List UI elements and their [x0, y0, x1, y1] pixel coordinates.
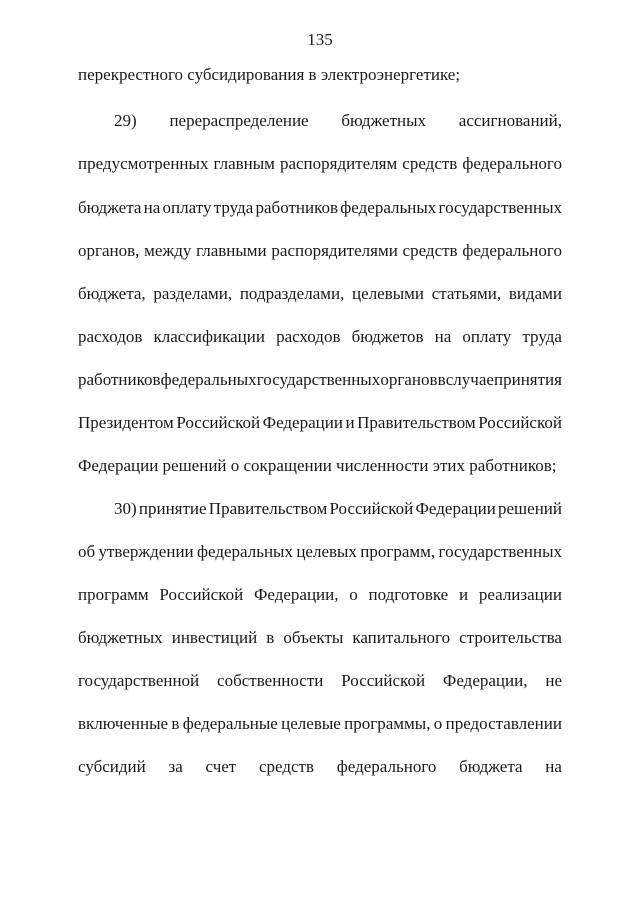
- text-line: [114, 498, 562, 520]
- word: предоставлении: [445, 714, 562, 733]
- word: не: [545, 671, 562, 690]
- word: главными: [196, 241, 267, 260]
- word: объекты: [283, 628, 344, 647]
- word: труда: [522, 327, 562, 346]
- word: об: [78, 542, 96, 561]
- word: Российской: [329, 499, 414, 518]
- word: средств: [402, 241, 458, 260]
- word: государственной: [78, 671, 200, 690]
- word: о: [433, 714, 443, 733]
- word: Российской: [176, 413, 261, 432]
- word: федеральных: [160, 370, 257, 389]
- word: субсидий: [78, 757, 146, 776]
- word: статьями,: [431, 284, 502, 303]
- word: случае: [445, 370, 494, 389]
- word: классификации: [153, 327, 265, 346]
- word: инвестиций: [171, 628, 258, 647]
- text-line: [78, 240, 562, 262]
- word: принятие: [138, 499, 207, 518]
- text-line: перекрестного субсидирования в электроэнергетике;: [78, 65, 461, 84]
- word: государственных: [256, 370, 381, 389]
- word: в: [171, 714, 180, 733]
- word: Федерации,: [253, 585, 339, 604]
- word: принятия: [494, 370, 562, 389]
- word: Федерации: [262, 413, 343, 432]
- word: включенные: [78, 714, 169, 733]
- word: Правительством: [357, 413, 476, 432]
- text-line: [78, 670, 562, 692]
- text-line: [78, 713, 562, 735]
- word: предусмотренных: [78, 154, 209, 173]
- text-line: [78, 412, 562, 434]
- word: и: [345, 413, 355, 432]
- word: бюджета: [78, 198, 142, 217]
- text-line: [78, 326, 562, 348]
- text-line: [78, 153, 562, 175]
- text-line: [78, 197, 562, 219]
- word: федеральных: [340, 198, 437, 217]
- word: главным: [213, 154, 275, 173]
- word: в: [266, 628, 275, 647]
- text-line: [78, 283, 562, 305]
- word: собственности: [217, 671, 324, 690]
- word: утверждении: [98, 542, 194, 561]
- word: федерального: [462, 241, 562, 260]
- word: за: [168, 757, 183, 776]
- word: Российской: [159, 585, 244, 604]
- word: бюджета: [459, 757, 523, 776]
- text-line: [78, 369, 562, 391]
- word: капитального: [352, 628, 451, 647]
- word: между: [144, 241, 192, 260]
- word: органов,: [78, 241, 140, 260]
- text-line: [78, 756, 562, 778]
- page-number: 135: [307, 30, 333, 49]
- word: программ,: [360, 542, 436, 561]
- word: на: [143, 198, 161, 217]
- word: на: [434, 327, 452, 346]
- text-line: [78, 627, 562, 649]
- word: программы,: [344, 714, 431, 733]
- word: ассигнований,: [458, 111, 562, 130]
- word: средств: [258, 757, 315, 776]
- word: средств: [402, 154, 458, 173]
- word: распорядителям: [279, 154, 398, 173]
- text-line: [78, 541, 562, 563]
- word: бюджета,: [78, 284, 146, 303]
- word: на: [545, 757, 562, 776]
- word: федеральных: [196, 542, 293, 561]
- word: подготовке: [368, 585, 449, 604]
- word: перераспределение: [169, 111, 309, 130]
- word: труда: [213, 198, 254, 217]
- word: бюджетов: [351, 327, 424, 346]
- word: 30): [114, 499, 137, 518]
- word: и: [459, 585, 469, 604]
- word: о: [349, 585, 358, 604]
- word: решений: [498, 499, 562, 518]
- word: реализации: [478, 585, 562, 604]
- word: Федерации,: [442, 671, 528, 690]
- word: федеральные: [182, 714, 278, 733]
- word: счет: [205, 757, 237, 776]
- word: работников: [78, 370, 161, 389]
- word: Российской: [478, 413, 562, 432]
- word: бюджетных: [341, 111, 427, 130]
- word: целевых: [296, 542, 357, 561]
- word: государственных: [438, 542, 562, 561]
- text-line: [114, 110, 562, 132]
- word: федерального: [462, 154, 562, 173]
- word: федерального: [336, 757, 437, 776]
- word: органов: [380, 370, 438, 389]
- word: Федерации: [415, 499, 496, 518]
- word: в: [437, 370, 446, 389]
- word: Правительством: [208, 499, 328, 518]
- word: оплату: [162, 198, 212, 217]
- word: целевые: [281, 714, 341, 733]
- word: Президентом: [78, 413, 174, 432]
- word: государственных: [438, 198, 562, 217]
- word: видами: [508, 284, 562, 303]
- word: расходов: [78, 327, 143, 346]
- word: разделами,: [153, 284, 233, 303]
- word: 29): [114, 111, 137, 130]
- word: работников: [255, 198, 339, 217]
- word: Российской: [341, 671, 426, 690]
- word: распорядителями: [271, 241, 398, 260]
- word: расходов: [276, 327, 341, 346]
- word: программ: [78, 585, 149, 604]
- word: подразделами,: [239, 284, 345, 303]
- word: строительства: [459, 628, 562, 647]
- text-line: Федерации решений о сокращении численности этих работников;: [78, 456, 557, 475]
- word: бюджетных: [78, 628, 163, 647]
- word: целевыми: [352, 284, 425, 303]
- word: оплату: [462, 327, 512, 346]
- text-line: [78, 584, 562, 606]
